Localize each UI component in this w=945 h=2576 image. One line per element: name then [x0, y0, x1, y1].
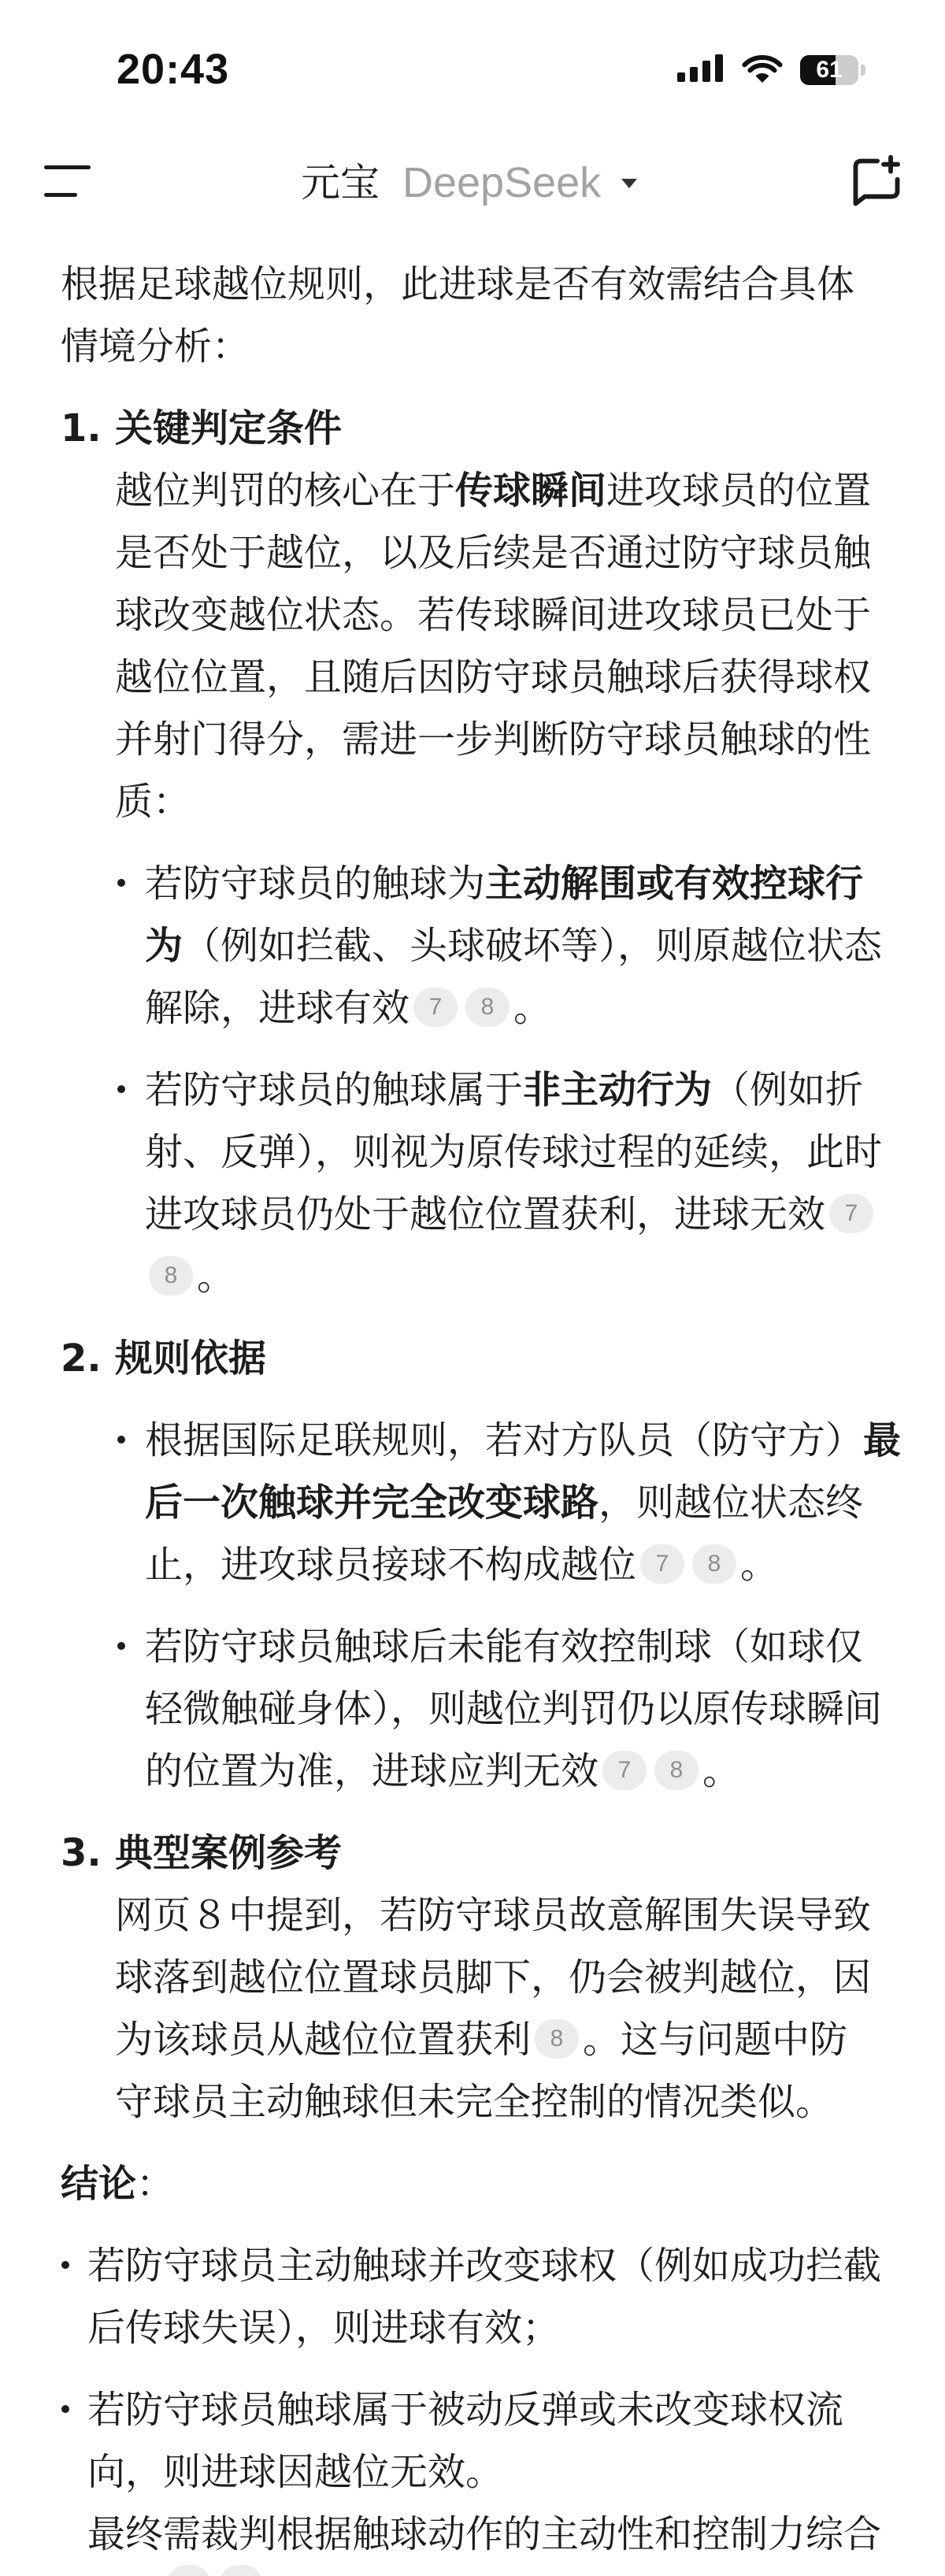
section-number: 2. [61, 1336, 102, 1381]
battery-level: 61 [816, 57, 843, 83]
citation-badge-partial[interactable] [167, 2565, 211, 2576]
text-segment: 情境分析： [61, 324, 250, 369]
section-title: 典型案例参考 [115, 1830, 343, 1875]
bullet-dot [117, 1642, 125, 1650]
bold-text: 传球瞬间 [455, 468, 607, 513]
model-name: DeepSeek [402, 159, 602, 206]
citation-badge[interactable]: 7 [829, 1194, 873, 1233]
text-segment: 越位判罚的核心在于 [115, 468, 456, 513]
text-segment: 若防守球员触球后未能有效控制球（如球仅 [145, 1624, 864, 1669]
text-segment: 球落到越位位置球员脚下，仍会被判越位，因 [115, 1955, 872, 2000]
text-segment: 为该球员从越位位置获利 [115, 2017, 532, 2062]
bold-text: 后一次触球并完全改变球路 [145, 1480, 599, 1525]
cellular-signal-icon [677, 54, 723, 82]
conclusion-label-suffix: ： [136, 2161, 175, 2206]
text-segment: 向，则进球因越位无效。 [87, 2449, 504, 2494]
section-body [115, 460, 945, 833]
section-heading [61, 398, 945, 460]
text-segment: 进攻球员仍处于越位位置获利，进球无效 [145, 1192, 826, 1236]
menu-icon-line [44, 165, 91, 169]
text-segment: 。 [740, 1542, 779, 1587]
new-chat-button[interactable] [849, 154, 904, 209]
answer-line [145, 1740, 945, 1803]
text-segment: 。 [513, 985, 552, 1030]
text-segment: 根据足球越位规则，此进球是否有效需结合具体 [61, 261, 855, 306]
bullet-dot [61, 2261, 69, 2269]
menu-icon-line [44, 193, 77, 197]
answer-line [115, 647, 945, 709]
conclusion-closing [61, 2504, 945, 2566]
answer-content [0, 254, 945, 2566]
answer-line [115, 709, 945, 771]
menu-button[interactable] [41, 158, 96, 203]
answer-line [115, 1947, 945, 2009]
status-time: 20:43 [117, 46, 230, 93]
section-number: 1. [61, 406, 102, 450]
conclusion-bullet-list [61, 2235, 945, 2504]
battery-icon [800, 55, 866, 85]
text-segment: 的位置为准，进球应判无效 [145, 1748, 599, 1793]
app-name: 元宝 [301, 160, 380, 206]
citation-badge[interactable]: 8 [465, 988, 510, 1027]
answer-line [115, 2071, 945, 2133]
answer-line [115, 584, 945, 647]
citation-badge[interactable]: 8 [692, 1544, 736, 1584]
answer-line [115, 1885, 945, 1947]
text-segment: 射、反弹），则视为原传球过程的延续，此时 [145, 1129, 883, 1174]
conclusion-section [61, 2153, 945, 2566]
answer-line [145, 1472, 945, 1534]
citation-badge[interactable]: 8 [535, 2019, 579, 2059]
bold-text: 主动解围或有效控球行 [485, 861, 864, 906]
answer-line [145, 1678, 945, 1740]
signal-bar [690, 67, 698, 82]
status-bar [0, 0, 945, 139]
citation-badge-partial[interactable] [219, 2565, 263, 2576]
answer-line [145, 1059, 945, 1121]
text-segment: 越位位置，且随后因防守球员触球后获得球权 [115, 654, 872, 699]
answer-line [87, 2297, 945, 2359]
answer-line [145, 1246, 945, 1308]
section-body [115, 1885, 945, 2133]
section-bullet-list [115, 1410, 945, 1803]
answer-line [87, 2379, 945, 2441]
bold-text: 最 [863, 1418, 902, 1462]
text-segment: 解除，进球有效 [145, 985, 410, 1030]
text-segment: 若防守球员触球属于被动反弹或未改变球权流 [87, 2387, 844, 2432]
wifi-icon [740, 53, 784, 84]
signal-bar [677, 72, 685, 82]
answer-section [61, 1328, 945, 1803]
answer-line [87, 2441, 945, 2504]
section-title: 规则依据 [115, 1336, 267, 1381]
bullet-item [115, 1616, 945, 1803]
bold-text: 为 [145, 923, 183, 968]
text-segment: 若防守球员的触球属于 [145, 1067, 524, 1112]
signal-bar [715, 54, 723, 82]
section-heading [61, 1822, 945, 1885]
chevron-down-icon [621, 179, 637, 188]
model-switcher[interactable] [301, 159, 641, 206]
answer-section [61, 1822, 945, 2133]
answer-line [145, 1534, 945, 1596]
answer-section [61, 398, 945, 1308]
answer-line [145, 915, 945, 977]
text-segment: 根据国际足联规则，若对方队员（防守方） [145, 1418, 864, 1462]
answer-line [145, 1184, 945, 1246]
new-chat-icon [849, 154, 904, 209]
answer-line [87, 2235, 945, 2297]
answer-line [115, 522, 945, 584]
answer-intro [61, 254, 945, 378]
answer-line [115, 771, 945, 833]
bullet-dot [117, 879, 125, 887]
text-segment: 若防守球员的触球为 [145, 861, 486, 906]
answer-line [145, 1616, 945, 1678]
answer-line [145, 1121, 945, 1184]
conclusion-label: 结论 [61, 2161, 137, 2206]
bold-text: 非主动行为 [523, 1067, 713, 1112]
text-segment: 止，进攻球员接球不构成越位 [145, 1542, 637, 1587]
text-segment: 守球员主动触球但未完全控制的情况类似。 [115, 2079, 834, 2124]
citation-badge-shape [167, 2565, 211, 2576]
bullet-item [115, 853, 945, 1040]
citation-badge[interactable]: 8 [149, 1256, 193, 1295]
citation-badge[interactable]: 8 [654, 1751, 699, 1790]
text-segment: 质： [115, 779, 191, 824]
citation-badge-shape [219, 2565, 263, 2576]
text-segment: 后传球失误），则进球有效； [87, 2305, 561, 2350]
answer-line [115, 2009, 945, 2071]
citation-badge[interactable]: 7 [640, 1544, 684, 1584]
text-segment: 轻微触碰身体），则越位判罚仍以原传球瞬间 [145, 1686, 883, 1731]
answer-line [61, 254, 945, 316]
answer-line [87, 2504, 945, 2566]
conclusion-heading [61, 2153, 945, 2215]
battery-body [800, 55, 858, 85]
citation-badge[interactable]: 7 [413, 988, 458, 1027]
text-segment: 。 [702, 1748, 741, 1793]
answer-line [145, 853, 945, 915]
text-segment: ，则越位状态终 [598, 1480, 864, 1525]
bullet-dot [117, 1436, 125, 1444]
text-segment: 。这与问题中防 [583, 2017, 848, 2062]
text-segment: 最终需裁判根据触球动作的主动性和控制力综合 [87, 2511, 882, 2556]
section-number: 3. [61, 1830, 102, 1875]
text-segment: 。 [197, 1254, 235, 1299]
bullet-item [115, 1410, 945, 1596]
text-segment: 球改变越位状态。若传球瞬间进攻球员已处于 [115, 592, 872, 637]
answer-line [115, 460, 945, 522]
bullet-dot [61, 2405, 69, 2413]
answer-line [145, 1410, 945, 1472]
section-heading [61, 1328, 945, 1390]
text-segment: 网页８中提到，若防守球员故意解围失误导致 [115, 1892, 872, 1937]
battery-cap [861, 65, 865, 76]
text-segment: 若防守球员主动触球并改变球权（例如成功拦截 [87, 2243, 882, 2288]
text-segment: 进攻球员的位置 [606, 468, 872, 513]
answer-line [145, 977, 945, 1040]
text-segment: （例如折 [712, 1067, 864, 1112]
text-segment: （例如拦截、头球破坏等），则原越位状态 [183, 923, 883, 968]
text-segment: 并射门得分，需进一步判断防守球员触球的性 [115, 717, 872, 762]
bullet-item [61, 2379, 945, 2504]
bullet-item [115, 1059, 945, 1308]
citation-badge[interactable]: 7 [602, 1751, 647, 1790]
bullet-item [61, 2235, 945, 2359]
section-bullet-list [115, 853, 945, 1308]
bullet-dot [117, 1085, 125, 1093]
text-segment: 是否处于越位，以及后续是否通过防守球员触 [115, 530, 872, 575]
answer-line [61, 316, 945, 378]
signal-bar [702, 61, 710, 82]
section-title: 关键判定条件 [115, 406, 343, 450]
